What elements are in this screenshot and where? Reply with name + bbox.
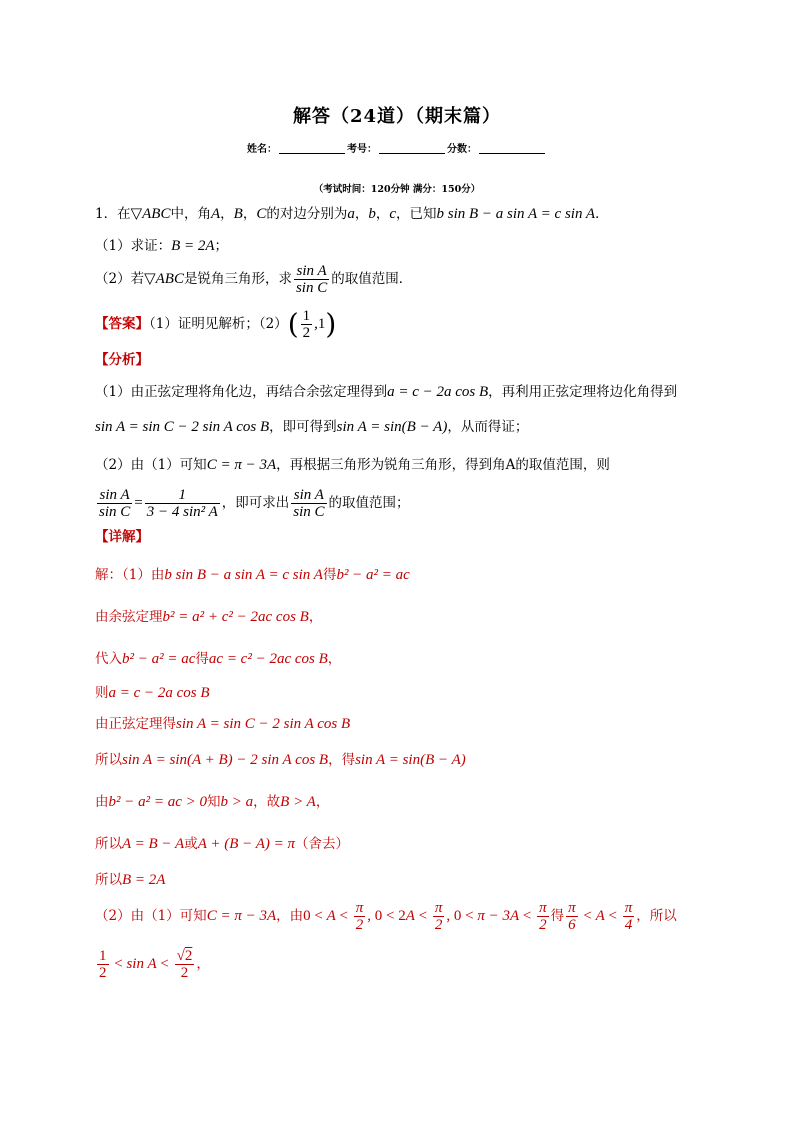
detail-step-2: 由余弦定理b² = a² + c² − 2ac cos B， bbox=[95, 609, 323, 625]
score-blank[interactable] bbox=[479, 153, 545, 154]
question-1-stem: 1．在▽ABC中，角A，B，C的对边分别为a，b，c，已知b sin B − a sin A = c sin A． bbox=[95, 206, 609, 222]
detail-step-5: 由正弦定理得sin A = sin C − 2 sin A cos B bbox=[95, 716, 351, 732]
analysis-line-4: $\frac{\text{sin A}}{\text{sin C}}$ = $\frac{1}{\text{3 − 4 sin² A}}$ ，即可求出 $\frac{\text{sin A}}{\text{sin C}}$ 的取值范围； bbox=[99, 487, 410, 520]
score-label: 分数： bbox=[447, 144, 477, 155]
answer-tag: 【答案】 bbox=[95, 316, 149, 332]
analysis-line-2: sin A = sin C − 2 sin A cos B，即可得到sin A = sin(B − A)，从而得证； bbox=[95, 419, 529, 435]
analysis-tag: 【分析】 bbox=[95, 352, 149, 368]
student-info bbox=[0, 140, 794, 155]
question-1-part-2: （2）若▽ABC是锐角三角形，求 $\frac{\text{sin A}}{\text{sin C}}$ 的取值范围． bbox=[95, 263, 413, 296]
name-blank[interactable] bbox=[279, 153, 345, 154]
question-1-part-1: （1）求证：B = 2A； bbox=[95, 238, 229, 254]
analysis-line-1: （1）由正弦定理将角化边，再结合余弦定理得到a = c − 2a cos B，再利用正弦定理将边化角得到 bbox=[95, 384, 678, 400]
detail-tag: 【详解】 bbox=[95, 529, 149, 545]
detail-step-1: 解：（1）由b sin B − a sin A = c sin A得b² − a² = ac bbox=[95, 567, 410, 583]
name-label: 姓名： bbox=[247, 144, 277, 155]
detail-step-4: 则a = c − 2a cos B bbox=[95, 685, 210, 701]
analysis-line-3: （2）由（1）可知C = π − 3A，再根据三角形为锐角三角形，得到角A的取值范围，则 bbox=[95, 457, 610, 473]
answer-line: 【答案】（1）证明见解析；（2）( $\frac{1}{2}$ ,1) bbox=[95, 307, 337, 341]
detail-step-8: 所以A = B − A或A + (B − A) = π（舍去） bbox=[95, 836, 350, 852]
id-blank[interactable] bbox=[379, 153, 445, 154]
detail-step-10: （2）由（1）可知C = π − 3A，由0 < A < $\frac{\pi}{2}$ , 0 < 2A < $\frac{\pi}{2}$ , 0 < π − 3A < $\frac{\pi}{2}$ 得 $\frac{\pi}{6}$ < A < $\frac{\pi}{4}$ ，所以 bbox=[95, 900, 677, 933]
page-title: 解答（24道）（期末篇） bbox=[292, 106, 502, 127]
detail-step-11: $\frac{1}{2}$ < sin A < $\frac{√2}{2}$ ， bbox=[99, 948, 210, 981]
detail-step-6: 所以sin A = sin(A + B) − 2 sin A cos B，得sin A = sin(B − A) bbox=[95, 752, 466, 768]
detail-step-7: 由b² − a² = ac > 0知b > a，故B > A， bbox=[95, 794, 330, 810]
detail-step-9: 所以B = 2A bbox=[95, 872, 166, 888]
detail-step-3: 代入b² − a² = ac得ac = c² − 2ac cos B， bbox=[95, 651, 342, 667]
exam-info: （考试时间：120分钟 满分：150分） bbox=[313, 184, 481, 195]
id-label: 考号： bbox=[347, 144, 377, 155]
